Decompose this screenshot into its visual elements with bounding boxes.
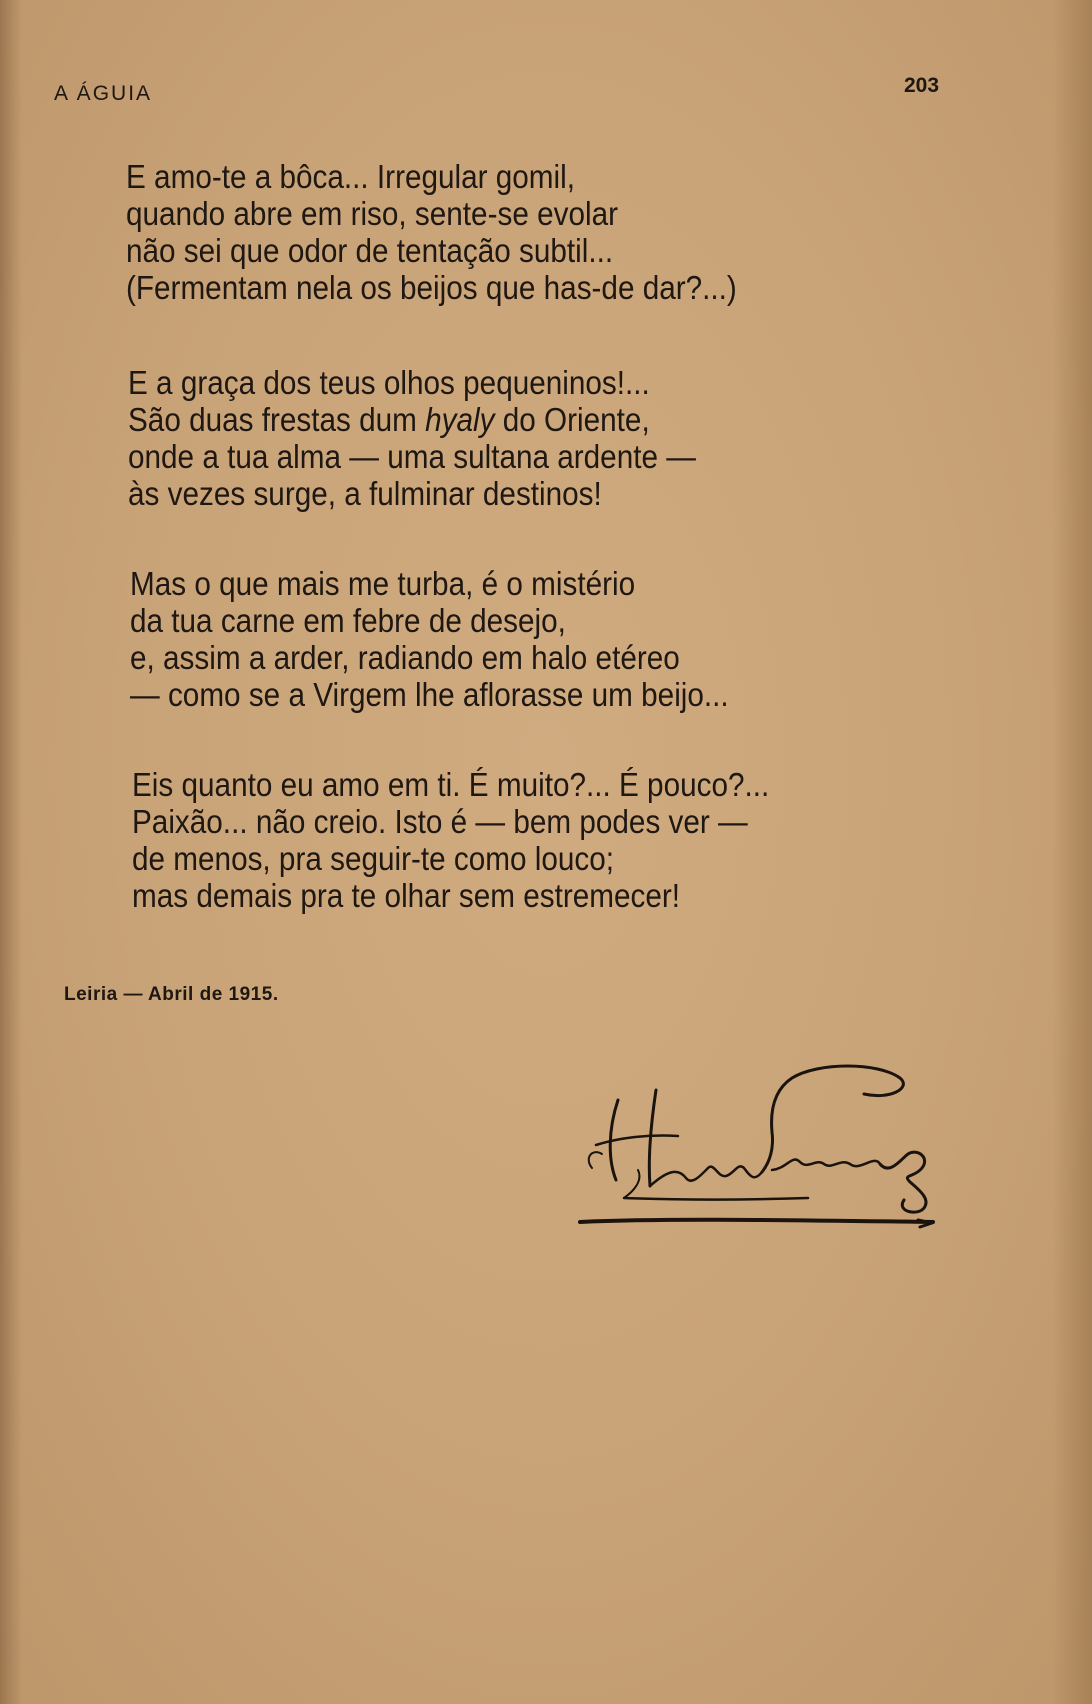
verse-line: Eis quanto eu amo em ti. É muito?... É pouco?... — [132, 766, 770, 803]
verse-line: (Fermentam nela os beijos que has-de dar?...) — [126, 269, 737, 306]
stanza-1 — [126, 158, 805, 306]
page-edge-shadow-left — [0, 0, 22, 1704]
verse-line: Paixão... não creio. Isto é — bem podes ver — — [132, 803, 748, 840]
verse-line: e, assim a arder, radiando em halo etéreo — [130, 639, 680, 676]
page-number: 203 — [904, 74, 940, 97]
place-date: Leiria — Abril de 1915. — [64, 984, 279, 1005]
verse-segment: do Oriente, — [494, 401, 650, 438]
verse-line: de menos, pra seguir-te como louco; — [132, 840, 615, 877]
running-head: A ÁGUIA — [54, 82, 153, 105]
verse-line: da tua carne em febre de desejo, — [130, 602, 566, 639]
verse-line: — como se a Virgem lhe aflorasse um beijo... — [130, 676, 729, 713]
italic-word: hyaly — [425, 401, 495, 438]
verse-line: às vezes surge, a fulminar destinos! — [128, 475, 602, 512]
verse-line: não sei que odor de tentação subtil... — [126, 232, 614, 269]
verse-line — [128, 401, 696, 438]
verse-segment: São duas frestas dum — [128, 401, 426, 438]
verse-line: Mas o que mais me turba, é o mistério — [130, 565, 636, 602]
verse-line: onde a tua alma — uma sultana ardente — — [128, 438, 696, 475]
verse-line: quando abre em riso, sente-se evolar — [126, 195, 618, 232]
verse-line: E a graça dos teus olhos pequeninos!... — [128, 364, 650, 401]
author-signature — [578, 1050, 948, 1230]
page-edge-shadow-right — [1052, 0, 1092, 1704]
verse-line: mas demais pra te olhar sem estremecer! — [132, 877, 681, 914]
stanza-3 — [130, 565, 795, 713]
verse-line: E amo-te a bôca... Irregular gomil, — [126, 158, 576, 195]
stanza-4 — [132, 766, 840, 914]
stanza-2 — [128, 364, 759, 512]
